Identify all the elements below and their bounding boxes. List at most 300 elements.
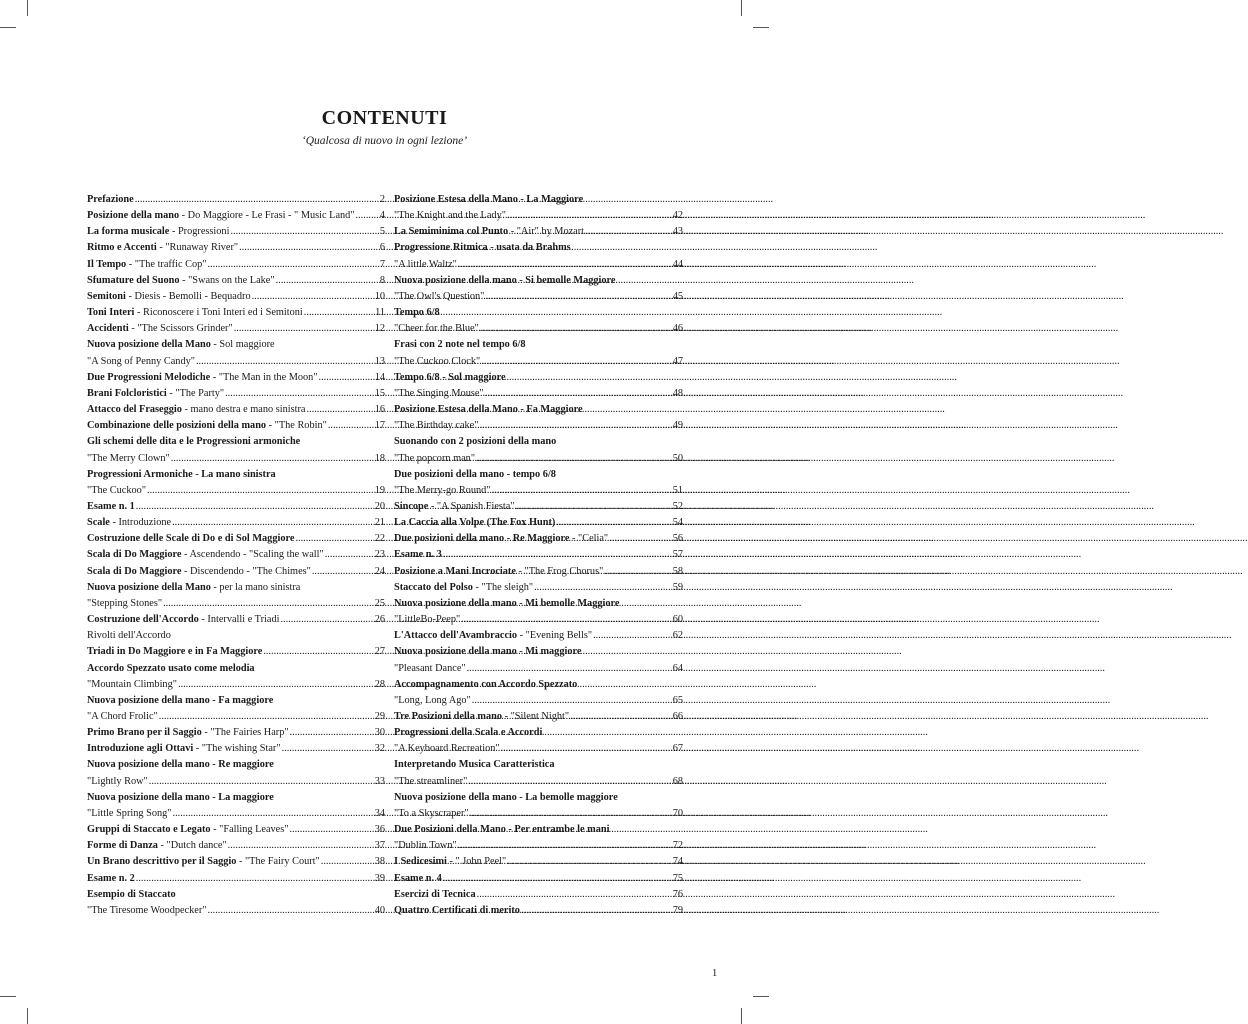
toc-entry-title	[394, 337, 526, 353]
toc-entry	[394, 644, 683, 660]
toc-page-number: 70	[672, 807, 683, 819]
dot-leader	[159, 709, 374, 725]
toc-page-number: 4	[379, 210, 385, 222]
toc-entry	[394, 257, 683, 273]
page-header	[0, 106, 769, 148]
toc-entry-detail: - "The Scissors Grinder"	[128, 323, 233, 335]
toc-entry	[394, 628, 683, 644]
dot-leader	[306, 402, 373, 418]
toc-entry-detail: "The Owl's Question"	[394, 290, 485, 302]
page-title: CONTENUTI	[321, 107, 448, 129]
toc-page-number: 54	[672, 517, 683, 529]
crop-mark	[741, 0, 742, 16]
toc-entry-heading: Tempo 6/8 - Sol maggiore	[394, 371, 506, 383]
toc-entry	[394, 289, 683, 305]
toc-entry-heading: Il Tempo	[87, 258, 127, 270]
toc-entry-title	[394, 305, 440, 321]
toc-entry	[394, 774, 683, 790]
dot-leader	[282, 741, 374, 757]
toc-page-number: 75	[672, 872, 683, 884]
toc-entry-heading: Nuova posizione della Mano	[87, 339, 211, 351]
toc-entry-heading: Posizione Estesa della Mano - La Maggiore	[394, 194, 584, 205]
toc-right-column	[394, 192, 683, 919]
toc-entry-heading: Progressioni Armoniche - La mano sinistra	[87, 468, 276, 480]
toc-page-number: 20	[374, 500, 385, 512]
toc-entry-heading: Costruzione delle Scale di Do e di Sol Maggiore	[87, 533, 295, 545]
dot-leader	[476, 451, 672, 467]
toc-entry	[87, 418, 385, 434]
toc-entry	[394, 531, 683, 547]
toc-entry-title	[394, 887, 476, 903]
toc-page-number: 49	[672, 420, 683, 432]
toc-page-number: 8	[379, 274, 385, 286]
toc-entry	[394, 434, 683, 450]
dot-leader	[443, 871, 672, 887]
toc-entry-heading: Semitoni	[87, 290, 126, 302]
toc-entry-heading: Scala di Do Maggiore	[87, 565, 182, 577]
toc-entry	[87, 337, 385, 353]
toc-entry-detail: - "Evening Bells"	[517, 630, 593, 642]
toc-entry-detail: - Intervalli e Triadi	[198, 614, 280, 626]
toc-page-number: 48	[672, 387, 683, 399]
toc-page-number: 28	[374, 678, 385, 690]
toc-entry-title	[87, 693, 273, 709]
toc-entry-heading: Scala di Do Maggiore	[87, 549, 182, 561]
toc-page-number: 26	[374, 614, 385, 626]
dot-leader	[225, 386, 374, 402]
toc-entry-heading: Gli schemi delle dita e le Progressioni armoniche	[87, 436, 301, 448]
toc-entry-detail: "To a Skyscraper"	[394, 807, 469, 819]
toc-entry-heading: Progressioni della Scala e Accordi	[394, 727, 543, 739]
toc-entry-title	[87, 871, 135, 887]
toc-entry-detail: "A Chord Frolic"	[87, 711, 158, 722]
toc-entry-title	[87, 499, 135, 515]
dot-leader	[234, 321, 374, 337]
dot-leader	[521, 903, 672, 919]
toc-entry-detail: - Discendendo - "The Chimes"	[181, 565, 311, 577]
toc-entry	[394, 451, 683, 467]
toc-entry-heading: Posizione Estesa della Mano - Fa Maggiore	[394, 404, 583, 416]
toc-entry-heading: Nuova posizione della mano - Fa maggiore	[87, 694, 274, 706]
dot-leader	[312, 564, 374, 580]
toc-entry-title	[87, 354, 195, 370]
dot-leader	[507, 208, 672, 224]
toc-entry-heading: Brani Folcloristici	[87, 387, 167, 399]
dot-leader	[147, 483, 374, 499]
toc-page-number: 45	[672, 290, 683, 302]
toc-entry	[87, 370, 385, 386]
toc-entry-title	[87, 790, 274, 806]
toc-entry-detail: - "Swans on the Lake"	[179, 274, 275, 286]
toc-entry-title	[87, 402, 305, 418]
toc-entry	[87, 354, 385, 370]
toc-entry-heading: Triadi in Do Maggiore e in Fa Maggiore	[87, 646, 263, 658]
toc-entry-title	[87, 774, 148, 790]
toc-page-number: 2	[379, 194, 385, 205]
toc-page-number: 62	[672, 630, 683, 642]
dot-leader	[479, 418, 671, 434]
toc-entry-title	[394, 257, 457, 273]
toc-page-number: 64	[672, 662, 683, 674]
toc-entry	[394, 240, 683, 256]
toc-page-number: 44	[672, 258, 683, 270]
toc-entry-detail: "Long, Long Ago"	[394, 694, 471, 706]
toc-entry-detail: - Introduzione	[109, 517, 172, 529]
toc-entry-heading: Frasi con 2 note nel tempo 6/8	[394, 339, 526, 351]
dot-leader	[556, 515, 671, 531]
toc-entry	[394, 418, 683, 434]
toc-entry-detail: "The Cuckoo Clock"	[394, 355, 481, 367]
toc-entry-heading: L'Attacco dell'Avambraccio	[394, 630, 518, 642]
dot-leader	[230, 224, 378, 240]
toc-entry-heading: Esame n. 3	[394, 549, 442, 561]
crop-mark	[0, 996, 16, 997]
toc-entry-detail: "Mountain Climbing"	[87, 678, 177, 690]
toc-entry	[394, 467, 683, 483]
dot-leader	[585, 224, 672, 240]
toc-entry-title	[394, 822, 609, 838]
toc-entry	[87, 612, 385, 628]
toc-page-number: 79	[672, 904, 683, 916]
toc-entry-detail: - Diesis - Bemolli - Bequadro	[125, 290, 251, 302]
toc-page-number: 27	[374, 646, 385, 658]
toc-entry-title	[87, 208, 355, 224]
dot-leader	[461, 612, 672, 628]
toc-left-column	[87, 192, 385, 919]
dot-leader	[467, 661, 672, 677]
toc-entry	[87, 741, 385, 757]
toc-entry	[394, 741, 683, 757]
toc-entry	[394, 273, 683, 289]
dot-leader	[178, 677, 374, 693]
dot-leader	[263, 644, 373, 660]
toc-entry-title	[394, 418, 478, 434]
dot-leader	[289, 822, 373, 838]
toc-entry-heading: Tempo 6/8	[394, 307, 440, 319]
dot-leader	[207, 257, 378, 273]
toc-entry-title	[394, 709, 569, 725]
toc-entry-heading: Esame n. 1	[87, 500, 135, 512]
toc-entry-title	[87, 305, 303, 321]
toc-entry-heading: Progressione Ritmica - usata da Brahms	[394, 242, 571, 254]
toc-entry-detail: "The Cuckoo"	[87, 484, 147, 496]
toc-entry-title	[394, 628, 592, 644]
dot-leader	[516, 499, 672, 515]
toc-entry	[394, 305, 683, 321]
toc-entry-title	[87, 240, 238, 256]
toc-page-number: 17	[374, 420, 385, 432]
toc-page-number: 29	[374, 711, 385, 722]
toc-entry-detail: "Lightly Row"	[87, 775, 148, 787]
toc-entry-title	[87, 224, 229, 240]
toc-entry-heading: Sincope	[394, 500, 429, 512]
toc-entry-title	[394, 354, 480, 370]
page-number: 1	[712, 968, 718, 979]
toc-entry-title	[87, 321, 233, 337]
toc-entry	[394, 903, 683, 919]
dot-leader	[136, 871, 374, 887]
toc-page-number: 25	[374, 597, 385, 609]
toc-entry-title	[394, 661, 466, 677]
toc-entry	[394, 612, 683, 628]
toc-page-number: 19	[374, 484, 385, 496]
toc-entry	[394, 838, 683, 854]
dot-leader	[228, 838, 374, 854]
toc-page-number: 10	[374, 290, 385, 302]
toc-entry	[394, 321, 683, 337]
toc-entry	[394, 790, 683, 806]
toc-entry-detail: "A Keyboard Recreation"	[394, 743, 500, 755]
toc-entry	[394, 499, 683, 515]
toc-page-number: 16	[374, 404, 385, 416]
toc-entry-title	[394, 402, 583, 418]
toc-entry-detail: - "Silent Night"	[502, 711, 570, 722]
toc-entry	[87, 515, 385, 531]
toc-entry-detail: - "The wishing Star"	[193, 743, 281, 755]
toc-page-number: 42	[672, 210, 683, 222]
toc-entry-detail: - Riconoscere i Toni Interi ed i Semitoni	[134, 307, 303, 319]
dot-leader	[458, 838, 672, 854]
toc-entry	[87, 483, 385, 499]
toc-entry-title	[87, 515, 171, 531]
toc-page-number: 67	[672, 743, 683, 755]
dot-leader	[295, 531, 373, 547]
toc-page-number: 60	[672, 614, 683, 626]
dot-leader	[477, 887, 672, 903]
toc-entry-title	[394, 192, 583, 208]
toc-entry-title	[394, 451, 475, 467]
toc-entry-title	[394, 321, 479, 337]
toc-entry-title	[394, 370, 506, 386]
dot-leader	[491, 483, 671, 499]
toc-entry-detail: - "The Man in the Moon"	[210, 371, 318, 383]
toc-entry-detail: "The Singing Mouse"	[394, 387, 484, 399]
crop-mark	[753, 996, 769, 997]
toc-entry-detail: - "The Fairies Harp"	[201, 727, 289, 739]
toc-entry-heading: Sfumature del Suono	[87, 274, 180, 286]
toc-entry-detail: "The Merry Clown"	[87, 452, 170, 464]
toc-entry	[87, 838, 385, 854]
toc-entry	[394, 677, 683, 693]
toc-entry-title	[394, 289, 484, 305]
toc-entry-heading: Accompagnamento con Accordo Spezzato	[394, 678, 578, 690]
toc-entry-detail: - "A Spanish Fiesta"	[428, 500, 515, 512]
toc-entry	[394, 661, 683, 677]
toc-entry-heading: Nuova posizione della mano - Mi bemolle Maggiore	[394, 597, 620, 609]
dot-leader	[149, 774, 374, 790]
toc-entry-title	[394, 240, 571, 256]
toc-entry-heading: La Semiminima col Punto	[394, 226, 509, 238]
toc-entry-title	[394, 741, 500, 757]
toc-entry	[87, 321, 385, 337]
toc-page-number: 38	[374, 856, 385, 868]
toc-entry-detail: - "The Robin"	[266, 420, 327, 432]
toc-entry-title	[394, 467, 556, 483]
dot-leader	[507, 854, 671, 870]
toc-entry-title	[87, 386, 224, 402]
toc-entry-heading: Suonando con 2 posizioni della mano	[394, 436, 557, 448]
toc-entry-heading: Ritmo e Accenti	[87, 242, 157, 254]
dot-leader	[172, 515, 374, 531]
crop-mark	[27, 0, 28, 16]
crop-mark	[753, 27, 769, 28]
toc-entry-detail: - "Dutch dance"	[157, 840, 227, 852]
toc-page-number: 50	[672, 452, 683, 464]
toc-page-number: 30	[374, 727, 385, 739]
crop-mark	[27, 1008, 28, 1024]
toc-entry-heading: Due Progressioni Melodiche	[87, 371, 211, 383]
toc-entry-title	[87, 451, 170, 467]
toc-page-number: 43	[672, 226, 683, 238]
toc-entry-title	[87, 822, 288, 838]
toc-entry-heading: Scale	[87, 517, 110, 529]
toc-entry-detail: "A Song of Penny Candy"	[87, 355, 195, 367]
dot-leader	[458, 257, 672, 273]
toc-page-number: 15	[374, 387, 385, 399]
dot-leader	[135, 192, 379, 208]
toc-entry	[87, 273, 385, 289]
toc-page-number: 24	[374, 565, 385, 577]
toc-entry-title	[394, 224, 584, 240]
toc-entry-detail: "Little Spring Song"	[87, 807, 172, 819]
toc-entry	[394, 208, 683, 224]
toc-entry-title	[394, 580, 533, 596]
toc-entry-detail: "The Knight and the Lady"	[394, 210, 506, 222]
dot-leader	[239, 240, 379, 256]
toc-entry	[87, 806, 385, 822]
toc-entry	[394, 224, 683, 240]
toc-entry-detail: "The Merry-go Round"	[394, 484, 491, 496]
toc-entry-title	[87, 612, 279, 628]
toc-entry-detail: - Sol maggiore	[210, 339, 275, 351]
toc-page-number: 59	[672, 581, 683, 593]
toc-entry-detail: - "The Fairy Court"	[236, 856, 320, 868]
toc-entry-heading: Staccato del Polso	[394, 581, 473, 593]
toc-entry-heading: I Sedicesimi	[394, 856, 447, 868]
dot-leader	[609, 531, 672, 547]
toc-entry-title	[394, 515, 555, 531]
toc-page-number: 13	[374, 355, 385, 367]
toc-page-number: 68	[672, 775, 683, 787]
toc-entry	[394, 337, 683, 353]
toc-entry	[87, 628, 385, 644]
dot-leader	[470, 806, 672, 822]
toc-entry	[87, 693, 385, 709]
toc-entry	[87, 774, 385, 790]
toc-page-number: 34	[374, 807, 385, 819]
toc-entry	[87, 547, 385, 563]
toc-page-number: 18	[374, 452, 385, 464]
toc-entry-title	[87, 661, 255, 677]
dot-leader	[468, 774, 671, 790]
toc-page-number: 22	[374, 533, 385, 545]
toc-entry-title	[87, 289, 251, 305]
toc-entry	[87, 305, 385, 321]
toc-page-number: 52	[672, 500, 683, 512]
toc-entry-title	[87, 483, 146, 499]
toc-entry	[87, 386, 385, 402]
toc-entry-title	[394, 612, 460, 628]
toc-entry	[87, 564, 385, 580]
toc-entry-title	[394, 596, 619, 612]
toc-entry	[87, 240, 385, 256]
toc-page-number: 46	[672, 323, 683, 335]
toc-page-number: 6	[379, 242, 385, 254]
toc-entry-title	[87, 806, 172, 822]
toc-entry-title	[87, 854, 320, 870]
toc-entry-title	[87, 887, 176, 903]
toc-entry-title	[394, 725, 542, 741]
toc-entry	[394, 757, 683, 773]
page-subtitle: ‘Qualcosa di nuovo in ogni lezione’	[301, 135, 468, 147]
toc-entry-heading: Gruppi di Staccato e Legato	[87, 824, 211, 836]
dot-leader	[443, 547, 672, 563]
toc-entry-title	[87, 370, 318, 386]
toc-entry-title	[87, 628, 171, 644]
toc-entry-detail: - "Celia"	[569, 533, 609, 545]
toc-entry-title	[394, 434, 556, 450]
toc-entry	[87, 644, 385, 660]
toc-entry-heading: Esame n. 4	[394, 872, 442, 884]
toc-page-number: 14	[374, 371, 385, 383]
toc-page-number: 40	[374, 904, 385, 916]
toc-entry-heading: Attacco del Fraseggio	[87, 404, 182, 416]
toc-entry-title	[87, 741, 281, 757]
toc-entry-title	[87, 273, 275, 289]
toc-entry	[394, 547, 683, 563]
toc-entry-heading: Interpretando Musica Caratteristica	[394, 759, 555, 771]
toc-entry-detail: "A little Waltz"	[394, 258, 457, 270]
toc-page-number: 74	[672, 856, 683, 868]
toc-entry-title	[394, 790, 618, 806]
dot-leader	[304, 305, 374, 321]
toc-entry	[87, 289, 385, 305]
toc-entry-title	[394, 483, 490, 499]
toc-entry-detail: - Progressioni	[169, 226, 230, 238]
toc-entry-title	[394, 838, 457, 854]
toc-entry	[394, 515, 683, 531]
toc-entry-title	[87, 838, 227, 854]
toc-entry-heading: La forma musicale	[87, 226, 170, 238]
toc-entry-title	[394, 774, 467, 790]
toc-entry	[87, 208, 385, 224]
dot-leader	[173, 806, 374, 822]
toc-entry-detail: - "Runaway River"	[156, 242, 239, 254]
toc-entry	[394, 354, 683, 370]
toc-entry-title	[394, 644, 581, 660]
toc-entry-heading: Nuova posizione della mano - Re maggiore	[87, 759, 274, 771]
toc-entry-title	[87, 257, 206, 273]
dot-leader	[604, 564, 671, 580]
dot-leader	[252, 289, 374, 305]
toc-entry-detail: Rivolti dell'Accordo	[87, 630, 171, 642]
dot-leader	[570, 709, 672, 725]
toc-entry	[87, 402, 385, 418]
toc-entry	[394, 854, 683, 870]
toc-entry-heading: Due posizioni della mano - Re Maggiore	[394, 533, 570, 545]
toc-entry	[394, 725, 683, 741]
toc-entry-detail: - Ascendendo - "Scaling the wall"	[181, 549, 324, 561]
toc-entry	[87, 499, 385, 515]
toc-entry	[87, 451, 385, 467]
dot-leader	[472, 693, 672, 709]
toc-page-number: 65	[672, 694, 683, 706]
toc-entry-detail: "The streamliner"	[394, 775, 468, 787]
toc-entry-heading: Due Posizioni della Mano - Per entrambe le mani	[394, 824, 610, 836]
toc-entry	[87, 257, 385, 273]
toc-entry-detail: "The popcorn man"	[394, 452, 476, 464]
toc-entry-detail: - "The sleigh"	[472, 581, 534, 593]
